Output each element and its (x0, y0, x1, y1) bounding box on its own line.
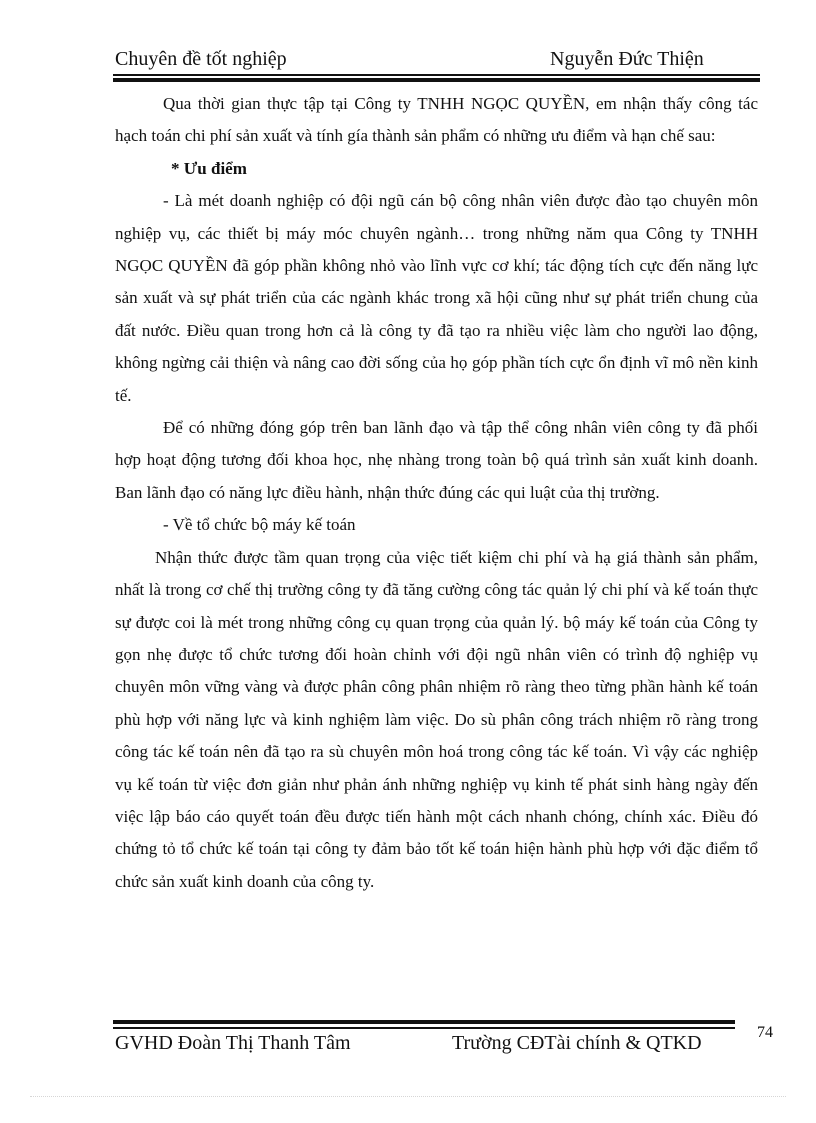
paragraph-accounting: Nhận thức được tầm quan trọng của việc tiết kiệm chi phí và hạ giá thành sản phẩm, nhất là trong cơ chế thị trường công ty đã tăng cường công tác quản lý chi phí và kế toán thực sự được coi là mét trong những công cụ quan trọng của quản lý. bộ máy kế toán của Công ty gọn nhẹ được tổ chức tương đối hoàn chỉnh với đội ngũ nhân viên có trình độ nghiệp vụ chuyên môn vững vàng và được phân công phân nhiệm rõ ràng theo từng phần hành kế toán phù hợp với năng lực và kinh nghiệm làm việc. Do sù phân công trách nhiệm rõ ràng trong công tác kế toán nên đã tạo ra sù chuyên môn hoá trong công tác kế toán. Vì vậy các nghiệp vụ kế toán từ việc đơn giản như phản ánh những nghiệp vụ kinh tế phát sinh hàng ngày đến việc lập báo cáo quyết toán đều được tiến hành một cách nhanh chóng, chính xác. Điều đó chứng tỏ tổ chức kế toán tại công ty đảm bảo tốt kế toán hiện hành phù hợp với đặc điểm tổ chức sản xuất kinh doanh của công ty. (115, 547, 758, 891)
body-text (115, 88, 758, 898)
header-rule-thin (113, 74, 760, 76)
paragraph-leadership: Để có những đóng góp trên ban lãnh đạo và tập thể công nhân viên công ty đã phối hợp hoạt động tương đối khoa học, nhẹ nhàng trong toàn bộ quá trình sản xuất kinh doanh. Ban lãnh đạo có năng lực điều hành, nhận thức đúng các qui luật của thị trường. (115, 418, 758, 502)
footer-school: Trường CĐTài chính & QTKD (452, 1032, 702, 1054)
footer-rule-thin (113, 1027, 735, 1029)
page-bottom-divider (30, 1096, 786, 1097)
footer-rule-thick (113, 1020, 735, 1024)
footer-supervisor: GVHD Đoàn Thị Thanh Tâm (115, 1032, 351, 1054)
header-author-name: Nguyễn Đức Thiện (550, 48, 704, 70)
paragraph-intro: Qua thời gian thực tập tại Công ty TNHH NGỌC QUYỀN, em nhận thấy công tác hạch toán chi phí sản xuất và tính gía thành sản phẩm có những ưu điểm và hạn chế sau: (115, 94, 758, 146)
header-document-title: Chuyên đề tốt nghiệp (115, 48, 287, 70)
page-number: 74 (757, 1024, 773, 1041)
header-rule-thick (113, 78, 760, 82)
paragraph-staff: - Là mét doanh nghiệp có đội ngũ cán bộ công nhân viên được đào tạo chuyên môn nghiệp vụ, các thiết bị máy móc chuyên ngành… trong những năm qua Công ty TNHH NGỌC QUYỀN đã góp phần không nhỏ vào lĩnh vực cơ khí; tác động tích cực đến năng lực sản xuất và sự phát triển của các ngành khác trong xã hội cũng như sự phát triển chung của đất nước. Điều quan trong hơn cả là công ty đã tạo ra nhiều việc làm cho người lao động, không ngừng cải thiện và nâng cao đời sống của họ góp phần tích cực ổn định vĩ mô nền kinh tế. (115, 191, 758, 405)
subheading-accounting-organization: - Về tổ chức bộ máy kế toán (163, 515, 356, 535)
section-heading-advantages: * Ưu điểm (171, 158, 247, 178)
